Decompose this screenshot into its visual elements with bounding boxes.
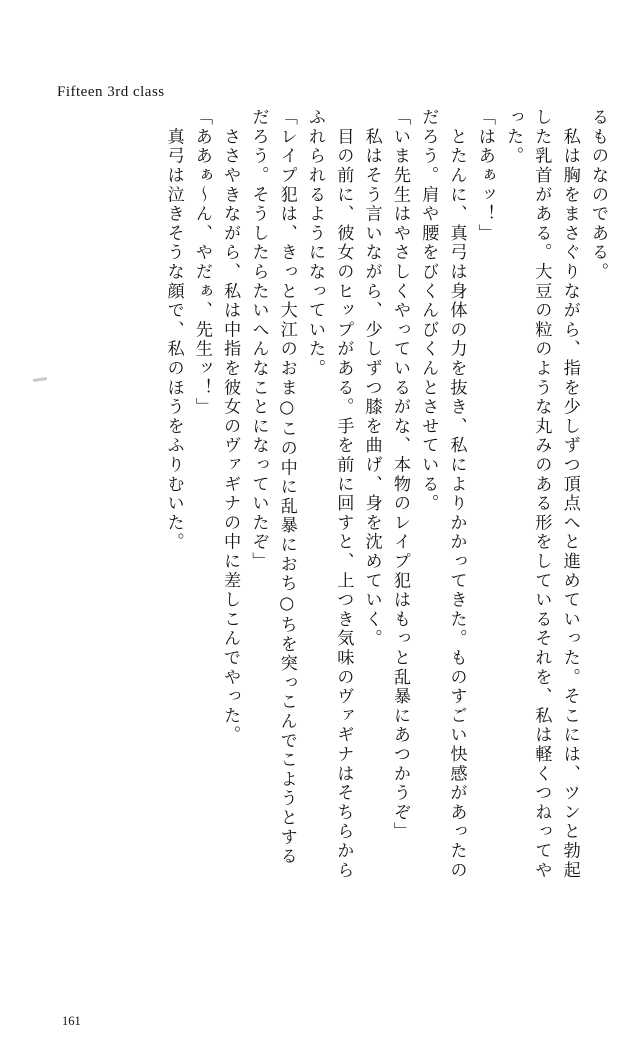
text-line: 「はあぁッ！」 xyxy=(474,108,495,244)
text-line: 「ああぁ～ん、やだぁ、先生ッ！」 xyxy=(191,108,212,417)
running-head: Fifteen 3rd class xyxy=(57,84,165,100)
text-line: だろう。そうしたらたいへんなことになっていたぞ」 xyxy=(248,108,269,572)
text-line: ささやきながら、私は中指を彼女のヴァギナの中に差しこんでやった。 xyxy=(220,108,241,745)
text-line: 真弓は泣きそうな顔で、私のほうをふりむいた。 xyxy=(163,108,184,552)
text-line: ふれられるようになっていた。 xyxy=(305,108,326,379)
body-text-block xyxy=(40,108,606,988)
text-line: るものなのである。 xyxy=(588,108,608,282)
text-line: 私はそう言いながら、少しずつ膝を曲げ、身を沈めていく。 xyxy=(361,108,382,649)
text-line: 「レイプ犯は、きっと大江のおま○この中に乱暴におち○ちを突っこんでこようとする xyxy=(276,108,297,867)
text-line: だろう。肩や腰をびくんびくんとさせている。 xyxy=(418,108,439,514)
text-line: とたんに、真弓は身体の力を抜き、私によりかかってきた。ものすごい快感があったの xyxy=(446,108,467,880)
text-line: った。 xyxy=(503,108,524,166)
text-line: 「いま先生はやさしくやっているがな、本物のレイプ犯はもっと乱暴にあつかうぞ」 xyxy=(389,108,410,842)
text-line: 私は胸をまさぐりながら、指を少しずつ頂点へと進めていった。そこには、ツンと勃起 xyxy=(559,108,580,880)
text-line: した乳首がある。大豆の粒のような丸みのある形をしているそれを、私は軽くつねってや xyxy=(531,108,552,880)
text-line: 目の前に、彼女のヒップがある。手を前に回すと、上つき気味のヴァギナはそちらから xyxy=(333,108,354,880)
page-number: 161 xyxy=(62,1014,81,1028)
